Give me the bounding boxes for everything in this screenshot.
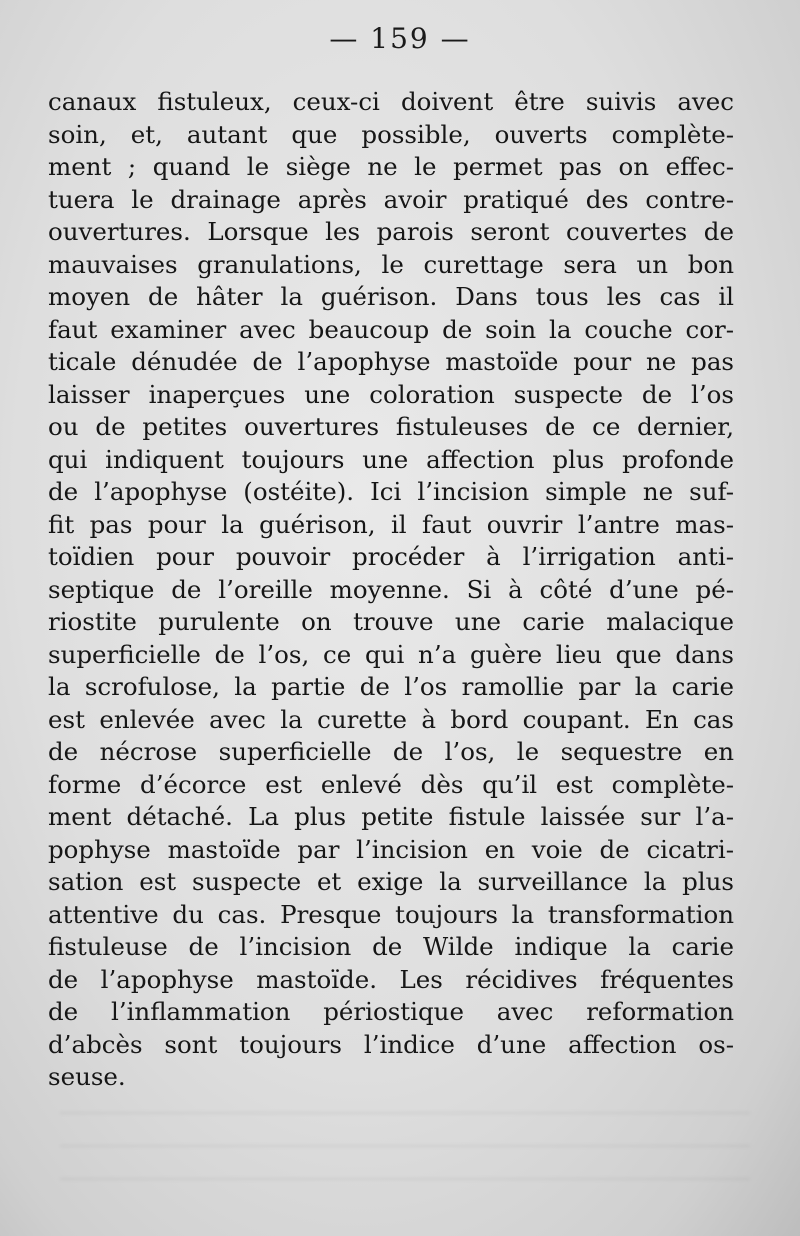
text-line: d’abcès sont toujours l’indice d’une affection os- <box>48 1029 734 1059</box>
text-line: riostite purulente on trouve une carie malacique <box>48 607 734 636</box>
text-line: est enlevée avec la curette à bord coupant. En cas <box>48 704 734 734</box>
bleed-through-texture <box>60 1090 750 1200</box>
text-line: moyen de hâter la guérison. Dans tous les cas il <box>48 282 734 311</box>
text-line: de l’inflammation périostique avec reformation <box>48 997 734 1026</box>
text-line: fit pas pour la guérison, il faut ouvrir l’antre mas- <box>48 509 734 539</box>
text-line: toïdien pour pouvoir procéder à l’irrigation anti- <box>48 542 734 571</box>
text-line: superficielle de l’os, ce qui n’a guère lieu que dans <box>48 639 734 669</box>
text-line: faut examiner avec beaucoup de soin la couche cor- <box>48 314 734 344</box>
text-line: ment détaché. La plus petite fistule laissée sur l’a- <box>48 802 734 831</box>
text-line: mauvaises granulations, le curettage sera un bon <box>48 249 734 279</box>
text-line: de l’apophyse mastoïde. Les récidives fréquentes <box>48 964 734 994</box>
text-line: ment ; quand le siège ne le permet pas on effec- <box>48 152 734 181</box>
text-line: canaux fistuleux, ceux-ci doivent être suivis avec <box>48 87 734 116</box>
text-line: seuse. <box>48 1062 126 1091</box>
body-text <box>48 86 734 1094</box>
text-line: soin, et, autant que possible, ouverts complète- <box>48 119 734 149</box>
text-line: de nécrose superficielle de l’os, le sequestre en <box>48 737 734 766</box>
text-line: ticale dénudée de l’apophyse mastoïde pour ne pas <box>48 347 734 376</box>
text-line: laisser inaperçues une coloration suspecte de l’os <box>48 379 734 409</box>
text-line: qui indiquent toujours une affection plus profonde <box>48 444 734 474</box>
text-line: forme d’écorce est enlevé dès qu’il est complète- <box>48 769 734 799</box>
text-line: de l’apophyse (ostéite). Ici l’incision simple ne suf- <box>48 477 734 506</box>
text-line: ou de petites ouvertures fistuleuses de ce dernier, <box>48 412 734 441</box>
text-line: septique de l’oreille moyenne. Si à côté d’une pé- <box>48 574 734 604</box>
text-line: sation est suspecte et exige la surveillance la plus <box>48 867 734 896</box>
text-line: tuera le drainage après avoir pratiqué des contre- <box>48 184 734 214</box>
text-line: pophyse mastoïde par l’incision en voie de cicatri- <box>48 834 734 864</box>
text-line: fistuleuse de l’incision de Wilde indique la carie <box>48 932 734 961</box>
text-line: attentive du cas. Presque toujours la transformation <box>48 899 734 929</box>
text-line: la scrofulose, la partie de l’os ramollie par la carie <box>48 672 734 701</box>
text-line: ouvertures. Lorsque les parois seront couvertes de <box>48 217 734 246</box>
page-number: — 159 — <box>329 22 471 55</box>
